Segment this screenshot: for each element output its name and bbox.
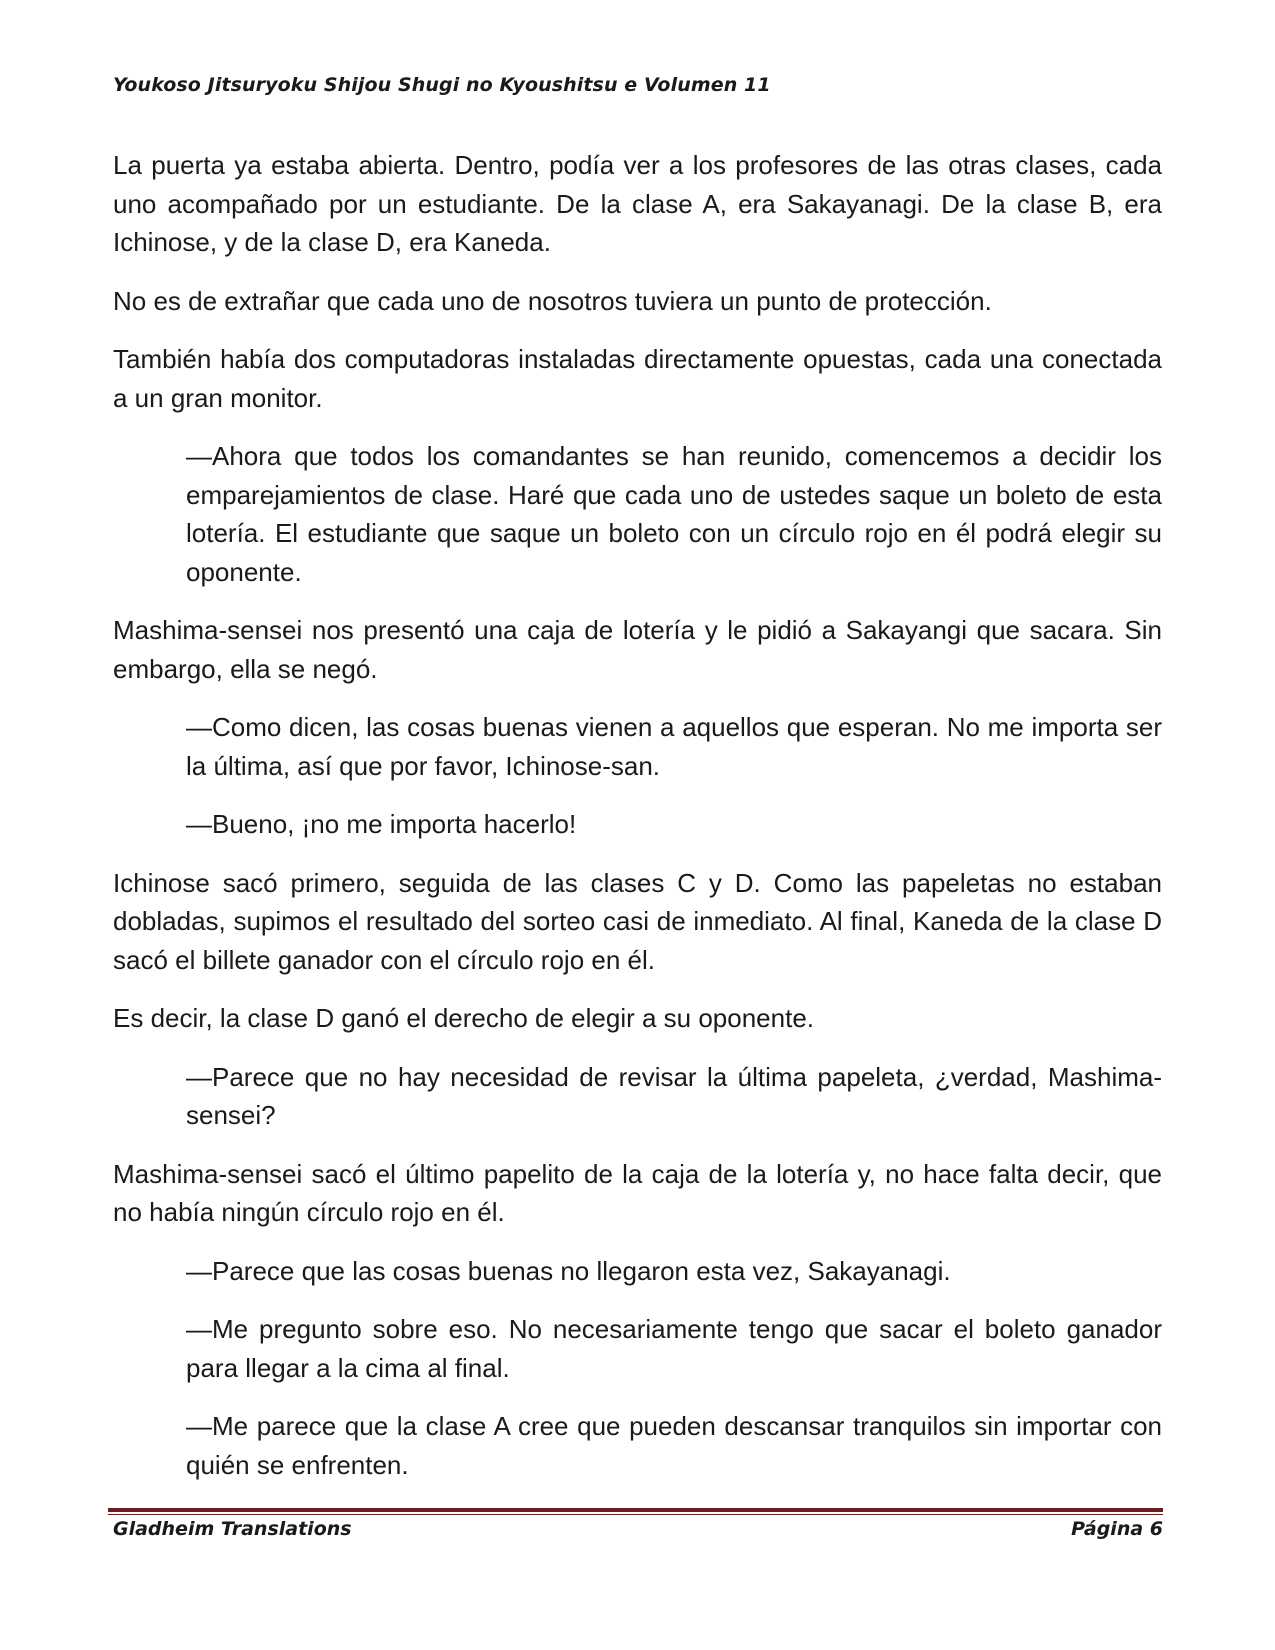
- dialogue-paragraph: —Me parece que la clase A cree que pueden descansar tranquilos sin importar con quién se enfrenten.: [186, 1411, 1162, 1480]
- dialogue-paragraph: —Ahora que todos los comandantes se han reunido, comencemos a decidir los emparejamientos de clase. Haré que cada uno de ustedes saque un boleto de esta lotería. El estudiante que saque un boleto con un círculo rojo en él podrá elegir su oponente.: [186, 441, 1162, 587]
- footer-credit: Gladheim Translations: [113, 1518, 352, 1540]
- footer-divider-thin: [108, 1514, 1163, 1515]
- paragraph: La puerta ya estaba abierta. Dentro, podía ver a los profesores de las otras clases, cada uno acompañado por un estudiante. De la clase A, era Sakayanagi. De la clase B, era Ichinose, y de la clase D, era Kaneda.: [113, 150, 1162, 257]
- dialogue-paragraph: —Parece que las cosas buenas no llegaron esta vez, Sakayanagi.: [186, 1255, 951, 1286]
- page-number: Página 6: [1071, 1518, 1163, 1540]
- running-header: Youkoso Jitsuryoku Shijou Shugi no Kyoushitsu e Volumen 11: [113, 74, 771, 96]
- paragraph: Es decir, la clase D ganó el derecho de elegir a su oponente.: [113, 1003, 815, 1033]
- paragraph: También había dos computadoras instaladas directamente opuestas, cada una conectada a un gran monitor.: [113, 344, 1162, 413]
- paragraph: No es de extrañar que cada uno de nosotros tuviera un punto de protección.: [113, 285, 992, 316]
- footer-divider: [108, 1508, 1163, 1512]
- paragraph: Mashima-sensei sacó el último papelito de la caja de la lotería y, no hace falta decir, que no había ningún círculo rojo en él.: [113, 1158, 1162, 1227]
- dialogue-paragraph: —Como dicen, las cosas buenas vienen a aquellos que esperan. No me importa ser la última, así que por favor, Ichinose-san.: [186, 712, 1162, 781]
- dialogue-paragraph: —Parece que no hay necesidad de revisar la última papeleta, ¿verdad, Mashima-sensei?: [186, 1061, 1162, 1130]
- paragraph: Ichinose sacó primero, seguida de las clases C y D. Como las papeletas no estaban dobladas, supimos el resultado del sorteo casi de inmediato. Al final, Kaneda de la clase D sacó el billete ganador con el círculo rojo en él.: [113, 867, 1162, 975]
- page-body: [113, 146, 1162, 1504]
- paragraph: Mashima-sensei nos presentó una caja de lotería y le pidió a Sakayangi que sacara. Sin embargo, ella se negó.: [113, 615, 1162, 684]
- dialogue-paragraph: —Bueno, ¡no me importa hacerlo!: [186, 809, 577, 839]
- dialogue-paragraph: —Me pregunto sobre eso. No necesariamente tengo que sacar el boleto ganador para llegar a la cima al final.: [186, 1314, 1162, 1383]
